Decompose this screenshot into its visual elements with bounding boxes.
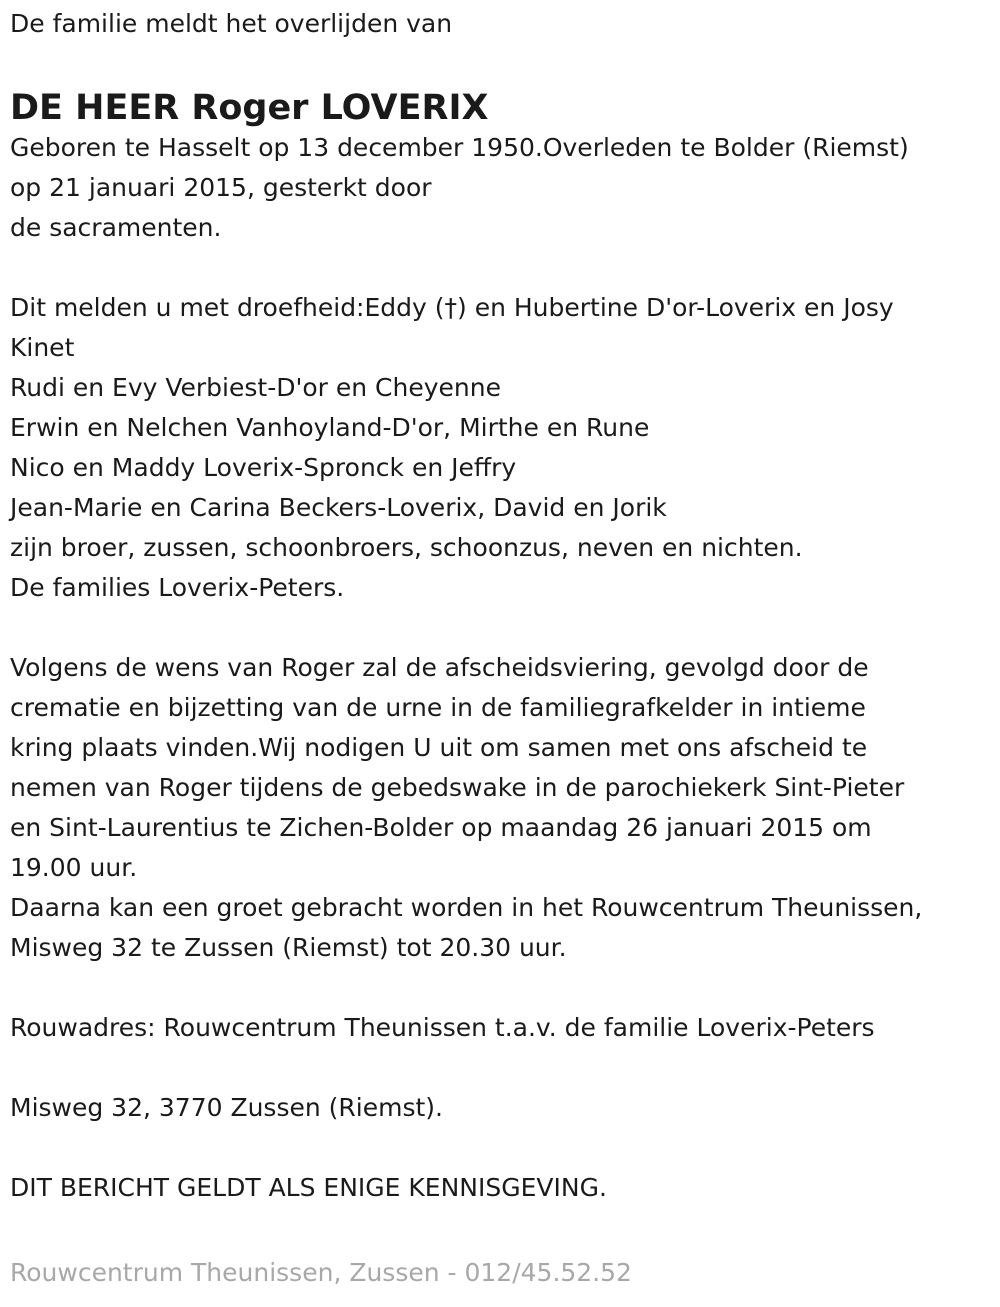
family-line: Kinet xyxy=(10,333,75,362)
street-address-line: Misweg 32, 3770 Zussen (Riemst). xyxy=(10,1093,443,1122)
mourning-address xyxy=(10,1008,995,1048)
ceremony-line: kring plaats vinden.Wij nodigen U uit om samen met ons afscheid te xyxy=(10,733,868,762)
ceremony-line: nemen van Roger tijdens de gebedswake in de parochiekerk Sint-Pieter xyxy=(10,773,905,802)
ceremony-line: en Sint-Laurentius te Zichen-Bolder op maandag 26 januari 2015 om xyxy=(10,813,872,842)
ceremony-line: crematie en bijzetting van de urne in de familiegrafkelder in intieme xyxy=(10,693,866,722)
family-line: zijn broer, zussen, schoonbroers, schoonzus, neven en nichten. xyxy=(10,533,803,562)
family-line: Nico en Maddy Loverix-Spronck en Jeffry xyxy=(10,453,517,482)
spacer xyxy=(10,248,995,288)
family-line: Rudi en Evy Verbiest-D'or en Cheyenne xyxy=(10,373,501,402)
family-paragraph xyxy=(10,288,995,608)
family-line: Jean-Marie en Carina Beckers-Loverix, David en Jorik xyxy=(10,493,667,522)
spacer xyxy=(10,968,995,1008)
family-line: Erwin en Nelchen Vanhoyland-D'or, Mirthe en Rune xyxy=(10,413,650,442)
birth-line: de sacramenten. xyxy=(10,213,222,242)
spacer xyxy=(10,1048,995,1088)
publisher-footer: Rouwcentrum Theunissen, Zussen - 012/45.52.52 xyxy=(10,1258,632,1287)
mourning-address-line: Rouwadres: Rouwcentrum Theunissen t.a.v. de familie Loverix-Peters xyxy=(10,1013,875,1042)
birth-line: Geboren te Hasselt op 13 december 1950.Overleden te Bolder (Riemst) xyxy=(10,133,909,162)
family-line: Dit melden u met droefheid:Eddy (†) en Hubertine D'or-Loverix en Josy xyxy=(10,293,894,322)
deceased-name: DE HEER Roger LOVERIX xyxy=(10,88,489,128)
notice-intro: De familie meldt het overlijden van xyxy=(10,9,453,38)
closing-statement xyxy=(10,1168,995,1208)
family-line: De families Loverix-Peters. xyxy=(10,573,345,602)
birth-line: op 21 januari 2015, gesterkt door xyxy=(10,173,432,202)
ceremony-line: Misweg 32 te Zussen (Riemst) tot 20.30 uur. xyxy=(10,933,567,962)
closing-line: DIT BERICHT GELDT ALS ENIGE KENNISGEVING. xyxy=(10,1173,607,1202)
birth-death-paragraph xyxy=(10,128,995,248)
ceremony-line: Daarna kan een groet gebracht worden in het Rouwcentrum Theunissen, xyxy=(10,893,923,922)
ceremony-line: Volgens de wens van Roger zal de afscheidsviering, gevolgd door de xyxy=(10,653,869,682)
spacer xyxy=(10,1128,995,1168)
ceremony-paragraph xyxy=(10,648,995,968)
street-address xyxy=(10,1088,995,1128)
ceremony-line: 19.00 uur. xyxy=(10,853,138,882)
spacer xyxy=(10,608,995,648)
death-notice xyxy=(10,4,995,1208)
